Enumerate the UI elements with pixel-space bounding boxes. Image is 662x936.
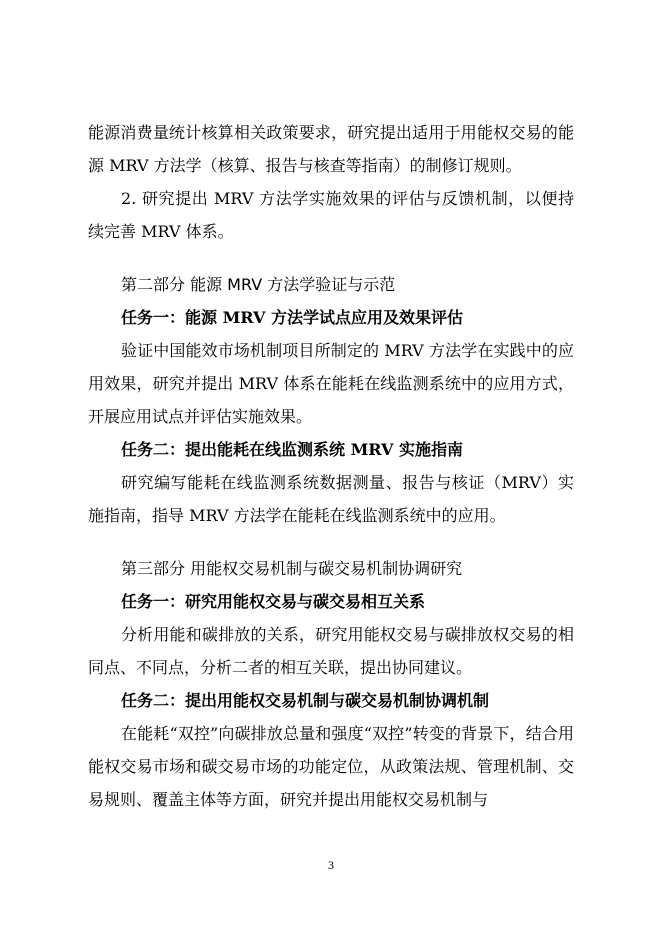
task-body: 在能耗“双控”向碳排放总量和强度“双控”转变的背景下，结合用能权交易市场和碳交易市场的功能定位，从政策法规、管理机制、交易规则、覆盖主体等方面，研究并提出用能权交易机制与: [88, 724, 574, 809]
page-number: 3: [328, 858, 334, 872]
task-title: 任务一：研究用能权交易与碳交易相互关系: [121, 592, 426, 611]
task-body: 研究编写能耗在线监测系统数据测量、报告与核证（MRV）实施指南，指导 MRV 方法学在能耗在线监测系统中的应用。: [88, 473, 574, 525]
task-title: 任务一：能源 MRV 方法学试点应用及效果评估: [121, 308, 463, 327]
task-body: 验证中国能效市场机制项目所制定的 MRV 方法学在实践中的应用效果，研究并提出 MRV 体系在能耗在线监测系统中的应用方式，开展应用试点并评估实施效果。: [88, 341, 574, 426]
task-body: 分析用能和碳排放的关系，研究用能权交易与碳排放权交易的相同点、不同点，分析二者的相互关联，提出协同建议。: [88, 625, 574, 677]
paragraph: 能源消费量统计核算相关政策要求，研究提出适用于用能权交易的能源 MRV 方法学（核算、报告与核查等指南）的制修订规则。: [88, 123, 574, 175]
document-body: [88, 116, 574, 816]
task-title: 任务二：提出能耗在线监测系统 MRV 实施指南: [121, 440, 463, 459]
section-heading-part3: 第三部分 用能权交易机制与碳交易机制协调研究: [121, 559, 463, 578]
paragraph: 2. 研究提出 MRV 方法学实施效果的评估与反馈机制，以便持续完善 MRV 体系。: [88, 189, 574, 241]
section-heading-part2: 第二部分 能源 MRV 方法学验证与示范: [121, 275, 396, 294]
task-title: 任务二：提出用能权交易机制与碳交易机制协调机制: [121, 691, 490, 710]
